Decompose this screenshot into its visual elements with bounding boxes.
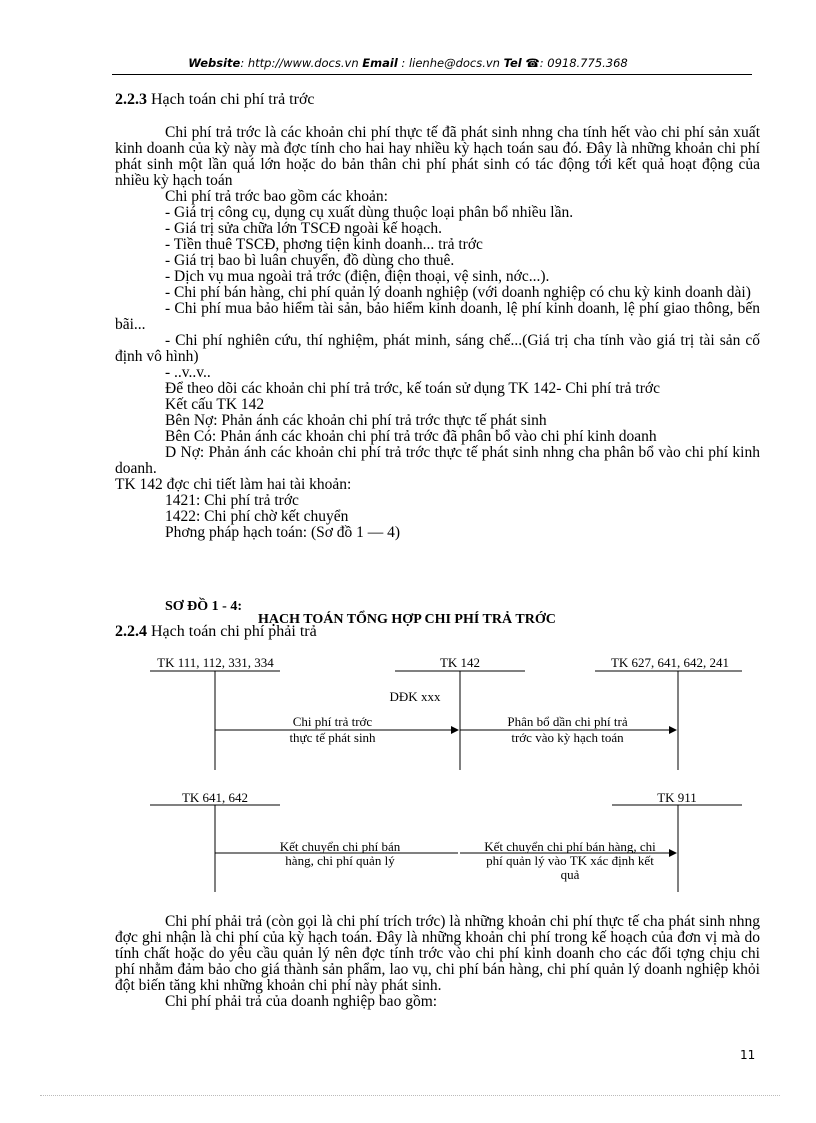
section-223-acc1421: 1421: Chi phí trả trớc: [165, 492, 299, 509]
section-224-para1: Chi phí phải trả (còn gọi là chi phí trích trớc) là những khoản chi phí thực tế cha phát sinh nhng đợc ghi nhận là chi phí của kỳ hạch toán. Đây là những khoản chi phí trong kế hoạch của đơn vị mà do tính chất hoặc do yêu cầu quản lý nên đợc tính trớc vào chi phí kinh doanh cho các đối tợng chịu chi phí nhằm đảm bảo cho giá thành sản phẩm, lao vụ, chi phí bán hàng, chi phí quản lý doanh nghiệp khỏi đột biến tăng khi những khoản chi phí này phát sinh.: [115, 913, 760, 994]
section-223-para1: Chi phí trả trớc là các khoản chi phí thực tế đã phát sinh nhng cha tính hết vào chi phí sản xuất kinh doanh của kỳ này mà đợc tính cho hai hay nhiều kỳ hạch toán sau đó. Đây là những khoản chi phí phát sinh một lần quá lớn hoặc do bản thân chi phí phát sinh có tác động tới kết quả hoạt động của nhiều kỳ hạch toán: [115, 124, 760, 189]
diagram-label: SƠ ĐỒ 1 - 4:: [165, 599, 242, 614]
list-item: - Chi phí bán hàng, chi phí quản lý doanh nghiệp (với doanh nghiệp có chu kỳ kinh doanh dài): [165, 284, 751, 301]
page-number: 11: [740, 1048, 756, 1062]
arrow-2-label-1: Phân bổ dần chi phí trả: [507, 714, 628, 729]
section-223-method: Phơng pháp hạch toán: (Sơ đồ 1 — 4): [165, 524, 401, 541]
section-223-number: 2.2.3: [115, 91, 147, 108]
bottom-rule: [40, 1095, 780, 1096]
section-224-body: [115, 914, 760, 1010]
arrow-2-label-2: trớc vào kỳ hạch toán: [511, 730, 624, 745]
arrow-1-label-2: thực tế phát sinh: [289, 730, 376, 745]
ddk-label: DĐK xxx: [389, 689, 441, 704]
section-223-structure: Kết cấu TK 142: [165, 396, 265, 413]
phone-icon: ☎: [525, 56, 540, 70]
list-item: - Giá trị sửa chữa lớn TSCĐ ngoài kế hoạch.: [165, 220, 442, 237]
arrow-3-label-1: Kết chuyển chi phí bán: [279, 839, 401, 854]
arrow-4-label-2: phí quản lý vào TK xác định kết: [486, 853, 654, 868]
tk-mid-top-label: TK 142: [439, 655, 481, 670]
arrow-3-label-2: hàng, chi phí quản lý: [285, 853, 395, 868]
section-223-detail: TK 142 đợc chi tiết làm hai tài khoản:: [115, 476, 352, 493]
email-label: Email: [362, 56, 398, 70]
section-224-number: 2.2.4: [115, 623, 147, 640]
section-224-title: Hạch toán chi phí phải trả: [151, 623, 317, 640]
tk-right-top-label: TK 627, 641, 642, 241: [610, 655, 730, 670]
tk-left-top-label: TK 111, 112, 331, 334: [157, 655, 274, 670]
tel-value: : 0918.775.368: [539, 56, 628, 70]
tk-left-bottom-label: TK 641, 642: [181, 790, 249, 805]
section-223-title: Hạch toán chi phí trả trớc: [151, 91, 315, 108]
email-value: : lienhe@docs.vn: [401, 56, 500, 70]
section-224-para2: Chi phí phải trả của doanh nghiệp bao gồm:: [165, 993, 438, 1010]
arrow-4-label-1: Kết chuyển chi phí bán hàng, chi: [484, 839, 656, 854]
arrow-1-label-1: Chi phí trả trớc: [292, 714, 373, 729]
tel-label: Tel: [503, 56, 522, 70]
tk-right-bottom-label: TK 911: [657, 790, 697, 805]
list-item: - Giá trị công cụ, dụng cụ xuất dùng thuộc loại phân bổ nhiều lần.: [165, 204, 574, 221]
list-item: - ..v..v..: [165, 364, 211, 381]
section-223-track: Để theo dõi các khoản chi phí trả trớc, kế toán sử dụng TK 142- Chi phí trả trớc: [165, 380, 660, 397]
list-item: - Chi phí nghiên cứu, thí nghiệm, phát minh, sáng chế...(Giá trị cha tính vào giá trị tài sản cố định vô hình): [115, 332, 760, 365]
arrow-4-label-3: quả: [560, 867, 580, 882]
section-223-balance: D Nợ: Phản ánh các khoản chi phí trả trớc thực tế phát sinh nhng cha phân bổ vào chi phí kinh doanh.: [115, 444, 760, 477]
section-223-intro: Chi phí trả trớc bao gồm các khoản:: [165, 188, 388, 205]
section-223-acc1422: 1422: Chi phí chờ kết chuyển: [165, 508, 349, 525]
list-item: - Tiền thuê TSCĐ, phơng tiện kinh doanh... trả trớc: [165, 236, 483, 253]
list-item: - Dịch vụ mua ngoài trả trớc (điện, điện thoại, vệ sinh, nớc...).: [165, 268, 550, 285]
website-value: : http://www.docs.vn: [240, 56, 359, 70]
section-223-credit: Bên Có: Phản ánh các khoản chi phí trả trớc đã phân bổ vào chi phí kinh doanh: [165, 428, 657, 445]
website-label: Website: [188, 56, 241, 70]
list-item: - Chi phí mua bảo hiểm tài sản, bảo hiểm kinh doanh, lệ phí kinh doanh, lệ phí giao thông, bến bãi...: [115, 300, 760, 333]
diagram-title: HẠCH TOÁN TỔNG HỢP CHI PHÍ TRẢ TRỚC: [258, 612, 556, 627]
list-item: - Giá trị bao bì luân chuyển, đồ dùng cho thuê.: [165, 252, 455, 269]
section-223-debit: Bên Nợ: Phản ánh các khoản chi phí trả trớc thực tế phát sinh: [165, 412, 547, 429]
